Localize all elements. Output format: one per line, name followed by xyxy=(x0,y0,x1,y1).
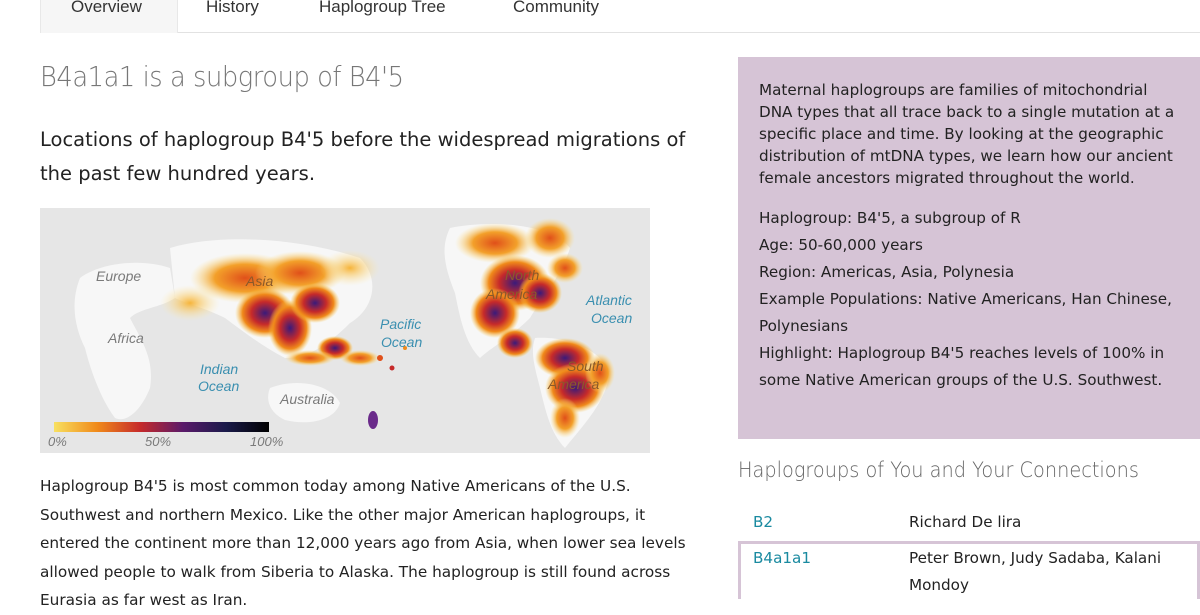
connection-row xyxy=(738,503,1200,541)
haplogroup-info-box xyxy=(738,57,1200,439)
legend-color-scale xyxy=(54,422,269,432)
tab-bar xyxy=(40,0,1200,33)
map-label-atlantic-line2: Ocean xyxy=(591,310,633,326)
map-label-north-america-line2: America xyxy=(486,286,538,302)
tab-history[interactable]: History xyxy=(206,0,259,16)
connection-haplogroup-link[interactable]: B2 xyxy=(753,513,774,531)
map-label-south-america-line1: South xyxy=(567,358,604,374)
info-intro: Maternal haplogroups are families of mitochondrial DNA types that all trace back to a single mutation at a specific place and time. By looking at the geographic distribution of mtDNA types, we learn how our ancient female ancestors migrated throughout the world. xyxy=(759,81,1175,187)
tab-community[interactable]: Community xyxy=(513,0,599,16)
map-label-indian-ocean-line1: Indian xyxy=(200,361,239,377)
map-label-north-america-line1: North xyxy=(505,267,540,283)
connection-row-selected xyxy=(738,541,1200,599)
connection-haplogroup-link[interactable]: B4a1a1 xyxy=(753,549,812,567)
haplogroup-description: Haplogroup B4'5 is most common today among Native Americans of the U.S. Southwest and northern Mexico. Like the other major American haplogroups, it entered the continent more than 12,000 years ago from Asia, when lower sea levels allowed people to walk from Siberia to Alaska. The haplogroup is still found across Eurasia as far west as Iran. xyxy=(40,477,686,609)
map-label-south-america-line2: America xyxy=(548,376,600,392)
map-label-pacific-line1: Pacific xyxy=(380,316,422,332)
info-highlight: Highlight: Haplogroup B4'5 reaches levels of 100% in some Native American groups of the U.S. Southwest. xyxy=(759,344,1165,389)
map-label-australia: Australia xyxy=(280,391,335,407)
info-populations: Example Populations: Native Americans, Han Chinese, Polynesians xyxy=(759,290,1172,335)
map-label-asia: Asia xyxy=(246,273,274,289)
legend-min-label: 0% xyxy=(48,434,67,449)
haplogroup-distribution-map xyxy=(40,208,650,453)
connection-names: Richard De lira xyxy=(909,513,1022,531)
map-label-pacific-line2: Ocean xyxy=(381,334,423,350)
page-title: B4a1a1 is a subgroup of B4'5 xyxy=(40,60,404,93)
map-graphic xyxy=(40,208,650,453)
map-label-atlantic-line1: Atlantic xyxy=(586,292,632,308)
connection-names: Peter Brown, Judy Sadaba, Kalani Mondoy xyxy=(909,549,1162,594)
tab-haplogroup-tree[interactable]: Haplogroup Tree xyxy=(319,0,446,16)
info-age: Age: 50-60,000 years xyxy=(759,236,923,254)
map-label-europe: Europe xyxy=(96,268,142,284)
legend-max-label: 100% xyxy=(250,434,284,449)
map-label-africa: Africa xyxy=(108,330,144,346)
connections-heading: Haplogroups of You and Your Connections xyxy=(738,458,1139,482)
legend-mid-label: 50% xyxy=(145,434,172,449)
info-region: Region: Americas, Asia, Polynesia xyxy=(759,263,1015,281)
map-heading: Locations of haplogroup B4'5 before the widespread migrations of the past few hundred years. xyxy=(40,128,686,185)
map-label-indian-ocean-line2: Ocean xyxy=(198,378,240,394)
info-haplogroup: Haplogroup: B4'5, a subgroup of R xyxy=(759,209,1021,227)
tab-overview[interactable]: Overview xyxy=(40,0,178,33)
